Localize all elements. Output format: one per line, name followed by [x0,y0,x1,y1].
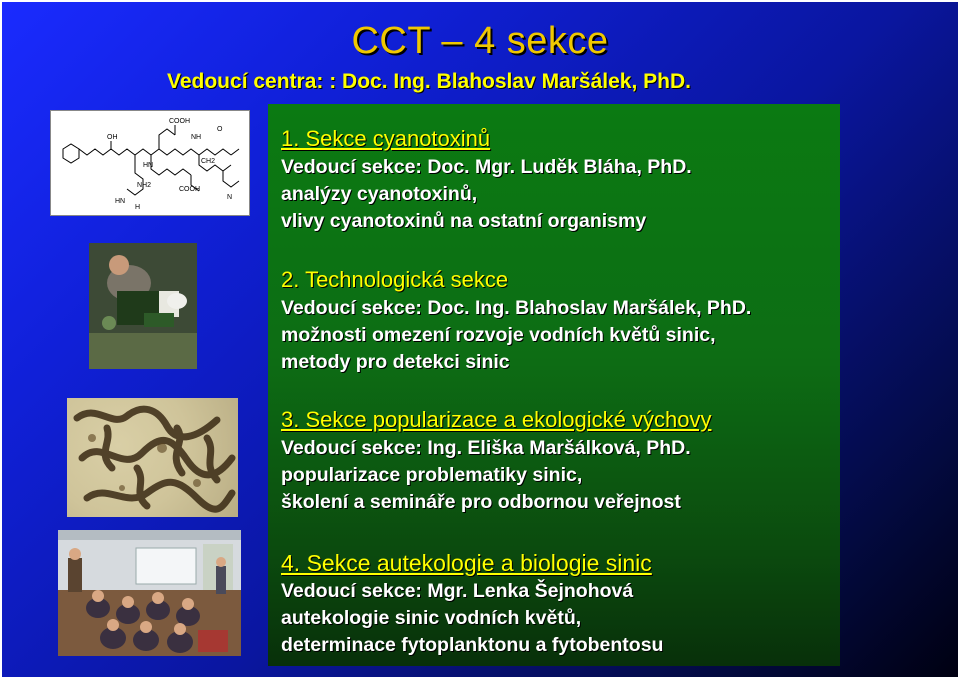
structure-label: NH [191,134,202,141]
section-topic: metody pro detekci sinic [281,351,510,373]
centre-head: Vedoucí centra: : Doc. Ing. Blahoslav Maršálek, PhD. [167,70,691,93]
slide-title: CCT – 4 sekce [351,20,609,62]
section-head-person: Vedoucí sekce: Ing. Eliška Maršálková, PhD. [281,437,691,459]
section-head-person: Vedoucí sekce: Doc. Ing. Blahoslav Maršálek, PhD. [281,297,752,319]
section-topic: analýzy cyanotoxinů, [281,183,478,205]
classroom-drawing [58,530,241,656]
lab-work-photo [89,243,197,369]
section-popularization [281,405,711,516]
section-topic: možnosti omezení rozvoje vodních květů sinic, [281,324,716,346]
section-heading: 1. Sekce cyanotoxinů [281,126,491,151]
section-topic: autekologie sinic vodních květů, [281,607,582,629]
section-heading: 3. Sekce popularizace a ekologické výchovy [281,407,712,432]
chemical-structure-drawing [51,111,249,215]
section-topic: školení a semináře pro odbornou veřejnost [281,491,681,513]
structure-label: HN [115,198,126,205]
section-head-person: Vedoucí sekce: Doc. Mgr. Luděk Bláha, PhD. [281,156,692,178]
structure-label: CH2 [201,158,216,165]
section-cyanotoxins [281,124,692,235]
structure-label: HN [143,162,154,169]
section-technology [281,265,751,376]
section-topic: popularizace problematiky sinic, [281,464,583,486]
section-heading: 4. Sekce autekologie a biologie sinic [281,550,652,576]
seminar-classroom-photo [58,530,241,656]
structure-label: OH [107,134,118,141]
structure-label: O [217,126,223,133]
cyanobacteria-microscope-image [67,398,238,517]
section-topic: determinace fytoplanktonu a fytobentosu [281,634,664,656]
section-heading: 2. Technologická sekce [281,267,509,292]
structure-label: N [227,194,233,201]
structure-label: COOH [169,118,190,125]
lab-work-drawing [89,243,197,369]
cyanobacteria-drawing [67,398,238,517]
structure-label: H [135,204,141,211]
structure-label: NH2 [137,182,152,189]
section-head-person: Vedoucí sekce: Mgr. Lenka Šejnohová [281,580,634,602]
structure-label: COOH [179,186,200,193]
section-autecology [281,548,663,659]
section-topic: vlivy cyanotoxinů na ostatní organismy [281,210,647,232]
chemical-structure-image [50,110,250,216]
